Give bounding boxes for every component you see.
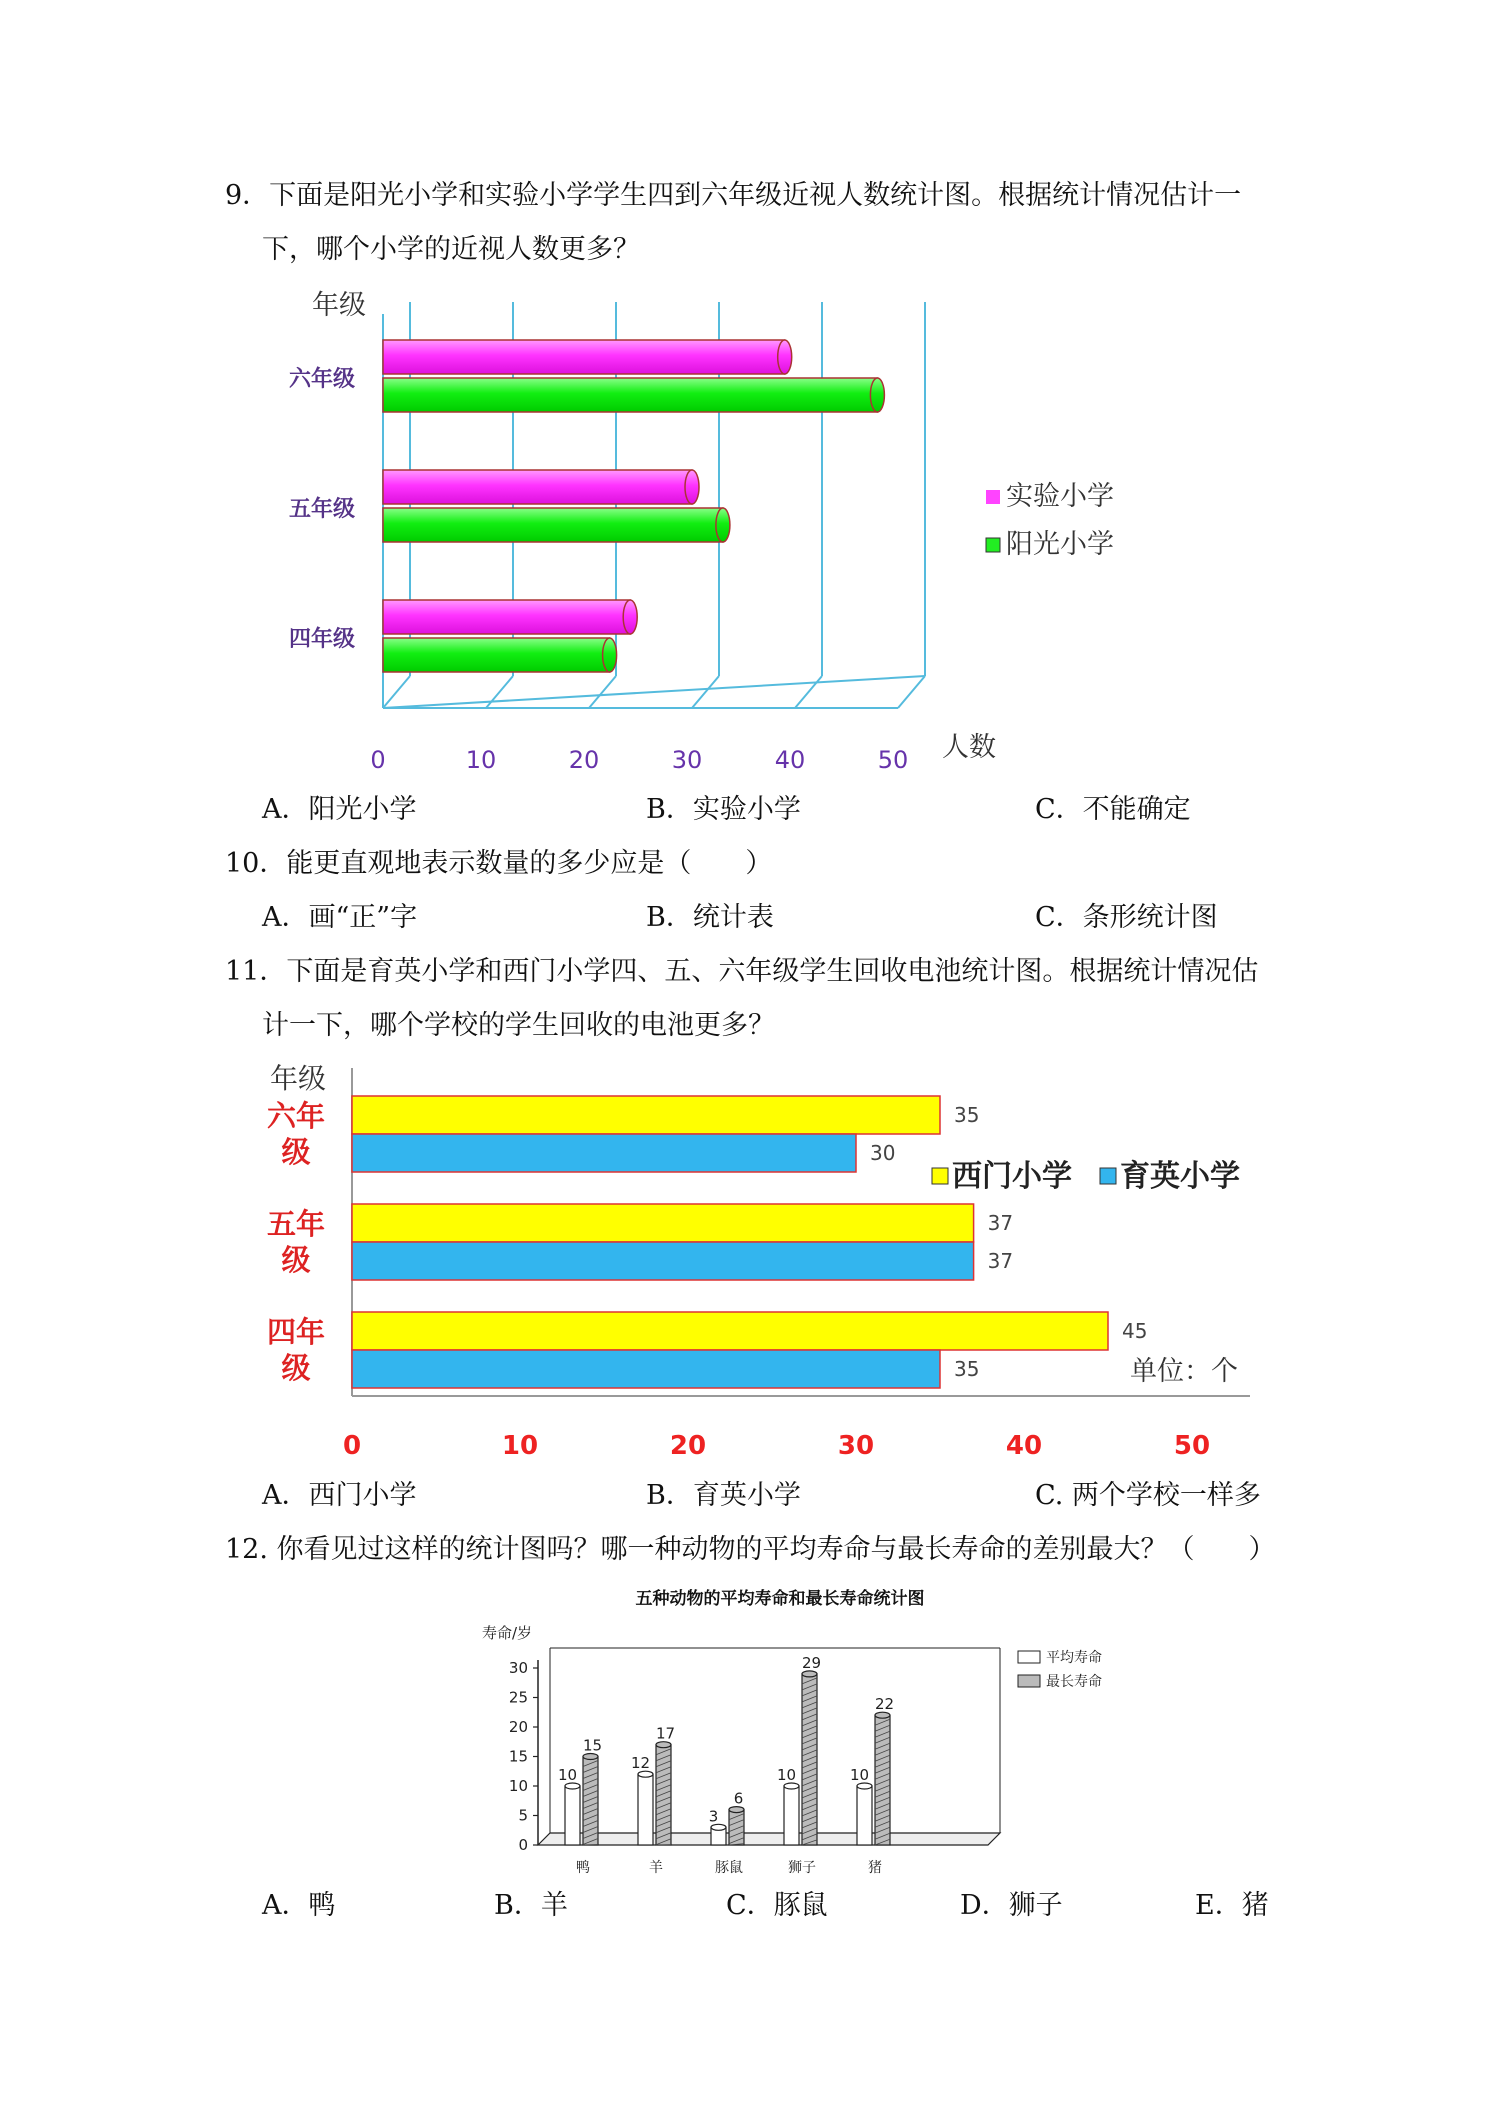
- y-tick-label: 20: [508, 1718, 528, 1736]
- legend-swatch: [1100, 1168, 1116, 1184]
- bar: [383, 470, 692, 504]
- data-label: 22: [874, 1695, 895, 1714]
- chart-battery: [260, 1058, 1270, 1468]
- floor: [538, 1833, 1000, 1845]
- data-label: 17: [655, 1724, 676, 1743]
- bar: [352, 1204, 974, 1242]
- bar: [857, 1786, 872, 1845]
- y-tick-label: 15: [508, 1747, 528, 1766]
- legend-label: 最长寿命: [1046, 1674, 1102, 1690]
- data-label: 30: [870, 1141, 896, 1165]
- category-label: 豚鼠: [715, 1860, 743, 1876]
- q12-option-a[interactable]: A．鸭: [262, 1890, 336, 1921]
- x-tick-label: 20: [669, 1431, 707, 1461]
- data-label: 37: [987, 1211, 1014, 1235]
- q9-option-c[interactable]: C．不能确定: [1035, 794, 1191, 825]
- bar: [784, 1786, 799, 1845]
- category-label: 四年级: [288, 627, 356, 652]
- bar: [352, 1350, 940, 1388]
- chart-myopia: [260, 280, 1140, 780]
- data-label: 10: [776, 1766, 797, 1784]
- q9-option-b[interactable]: B．实验小学: [646, 794, 801, 825]
- category-label: 级: [281, 1135, 311, 1169]
- legend-label: 平均寿命: [1046, 1650, 1102, 1666]
- grid-floor-line: [486, 676, 513, 708]
- category-label: 级: [281, 1351, 311, 1385]
- bar-cap: [603, 638, 617, 672]
- q12-stem: 12. 你看见过这样的统计图吗？哪一种动物的平均寿命与最长寿命的差别最大？（ ）: [225, 1534, 1276, 1565]
- data-label: 37: [987, 1249, 1014, 1273]
- x-tick-label: 50: [877, 746, 909, 774]
- grid-floor-line: [898, 676, 925, 708]
- q12-option-e[interactable]: E．猪: [1195, 1890, 1269, 1921]
- chart-title: 五种动物的平均寿命和最长寿命统计图: [635, 1589, 925, 1609]
- x-tick-label: 50: [1173, 1431, 1211, 1461]
- y-tick-label: 5: [518, 1806, 528, 1825]
- grid-floor-line: [383, 676, 410, 708]
- q11-option-b[interactable]: B．育英小学: [646, 1480, 801, 1511]
- bar: [802, 1674, 817, 1845]
- q9-stem-line1: 9．下面是阳光小学和实验小学学生四到六年级近视人数统计图。根据统计情况估计一: [225, 180, 1242, 211]
- legend-swatch: [932, 1168, 948, 1184]
- category-label: 狮子: [788, 1860, 816, 1876]
- legend-label: 西门小学: [952, 1159, 1072, 1194]
- q10-stem: 10．能更直观地表示数量的多少应是（ ）: [225, 848, 773, 879]
- bar: [565, 1786, 580, 1845]
- legend-swatch: [1018, 1675, 1040, 1687]
- q12-option-d[interactable]: D．狮子: [960, 1890, 1063, 1921]
- y-tick-label: 25: [508, 1688, 528, 1707]
- q12-option-c[interactable]: C．豚鼠: [726, 1890, 828, 1921]
- y-axis-title: 年级: [312, 290, 366, 321]
- category-label: 猪: [868, 1860, 882, 1876]
- category-label: 六年: [266, 1099, 326, 1133]
- bar-cap: [623, 600, 637, 634]
- bar-cap: [716, 508, 730, 542]
- q10-option-b[interactable]: B．统计表: [646, 902, 774, 933]
- bar: [383, 508, 723, 542]
- data-label: 45: [1122, 1319, 1148, 1343]
- q11-option-c[interactable]: C. 两个学校一样多: [1035, 1480, 1261, 1511]
- x-tick-label: 0: [342, 1431, 362, 1461]
- q11-stem-line1: 11．下面是育英小学和西门小学四、五、六年级学生回收电池统计图。根据统计情况估: [225, 956, 1259, 987]
- category-label: 五年级: [288, 497, 356, 522]
- x-tick-label: 40: [774, 746, 806, 774]
- x-tick-label: 0: [370, 746, 386, 774]
- q11-option-a[interactable]: A．西门小学: [262, 1480, 417, 1511]
- bar: [383, 600, 630, 634]
- unit-label: 单位：个: [1130, 1356, 1238, 1387]
- bar-cap: [685, 470, 699, 504]
- data-label: 10: [557, 1766, 578, 1784]
- grid-floor-line: [795, 676, 822, 708]
- legend-label: 实验小学: [1006, 481, 1114, 512]
- grid-floor-line: [589, 676, 616, 708]
- bar-cap: [778, 340, 792, 374]
- data-label: 10: [849, 1766, 870, 1784]
- category-label: 四年: [266, 1315, 326, 1349]
- legend-swatch: [986, 490, 1000, 504]
- bar: [352, 1312, 1108, 1350]
- hatch-line: [583, 1845, 598, 1846]
- y-tick-label: 30: [508, 1659, 528, 1677]
- y-axis-title: 寿命/岁: [482, 1624, 533, 1642]
- bar: [352, 1242, 974, 1280]
- q9-stem-line2: 下，哪个小学的近视人数更多？: [262, 234, 640, 265]
- legend-swatch: [986, 538, 1000, 552]
- y-tick-label: 10: [508, 1777, 528, 1795]
- bar-cap: [870, 378, 884, 412]
- x-tick-label: 30: [837, 1431, 875, 1461]
- data-label: 12: [630, 1754, 651, 1773]
- data-label: 3: [708, 1807, 719, 1826]
- q10-option-a[interactable]: A．画“正”字: [262, 902, 418, 933]
- bar: [352, 1096, 940, 1134]
- legend-label: 育英小学: [1120, 1159, 1240, 1194]
- q12-option-b[interactable]: B．羊: [494, 1890, 568, 1921]
- category-label: 羊: [649, 1860, 663, 1876]
- y-axis-title: 年级: [270, 1062, 327, 1095]
- legend-swatch: [1018, 1651, 1040, 1663]
- x-tick-label: 10: [501, 1431, 539, 1461]
- data-label: 29: [801, 1653, 822, 1672]
- chart-lifespan: [470, 1580, 1102, 1880]
- category-label: 级: [281, 1243, 311, 1277]
- bar: [638, 1774, 653, 1845]
- data-label: 35: [954, 1357, 980, 1381]
- data-label: 15: [582, 1736, 603, 1755]
- x-tick-label: 40: [1005, 1431, 1043, 1461]
- q11-stem-line2: 计一下，哪个学校的学生回收的电池更多？: [262, 1010, 775, 1041]
- x-tick-label: 10: [465, 746, 497, 774]
- q9-option-a[interactable]: A．阳光小学: [262, 794, 417, 825]
- data-label: 35: [954, 1103, 980, 1127]
- grid-floor-line: [692, 676, 719, 708]
- category-label: 鸭: [576, 1860, 590, 1876]
- y-tick-label: 0: [518, 1836, 528, 1854]
- bar: [352, 1134, 856, 1172]
- data-label: 6: [733, 1789, 744, 1808]
- x-tick-label: 20: [568, 746, 600, 774]
- category-label: 六年级: [288, 367, 356, 392]
- bar: [383, 340, 785, 374]
- bar: [383, 378, 877, 412]
- bar: [383, 638, 610, 672]
- x-tick-label: 30: [671, 746, 703, 774]
- q10-option-c[interactable]: C．条形统计图: [1035, 902, 1218, 933]
- x-axis-line: [383, 676, 925, 708]
- x-axis-title: 人数: [942, 732, 996, 763]
- category-label: 五年: [266, 1207, 326, 1241]
- legend-label: 阳光小学: [1006, 529, 1114, 560]
